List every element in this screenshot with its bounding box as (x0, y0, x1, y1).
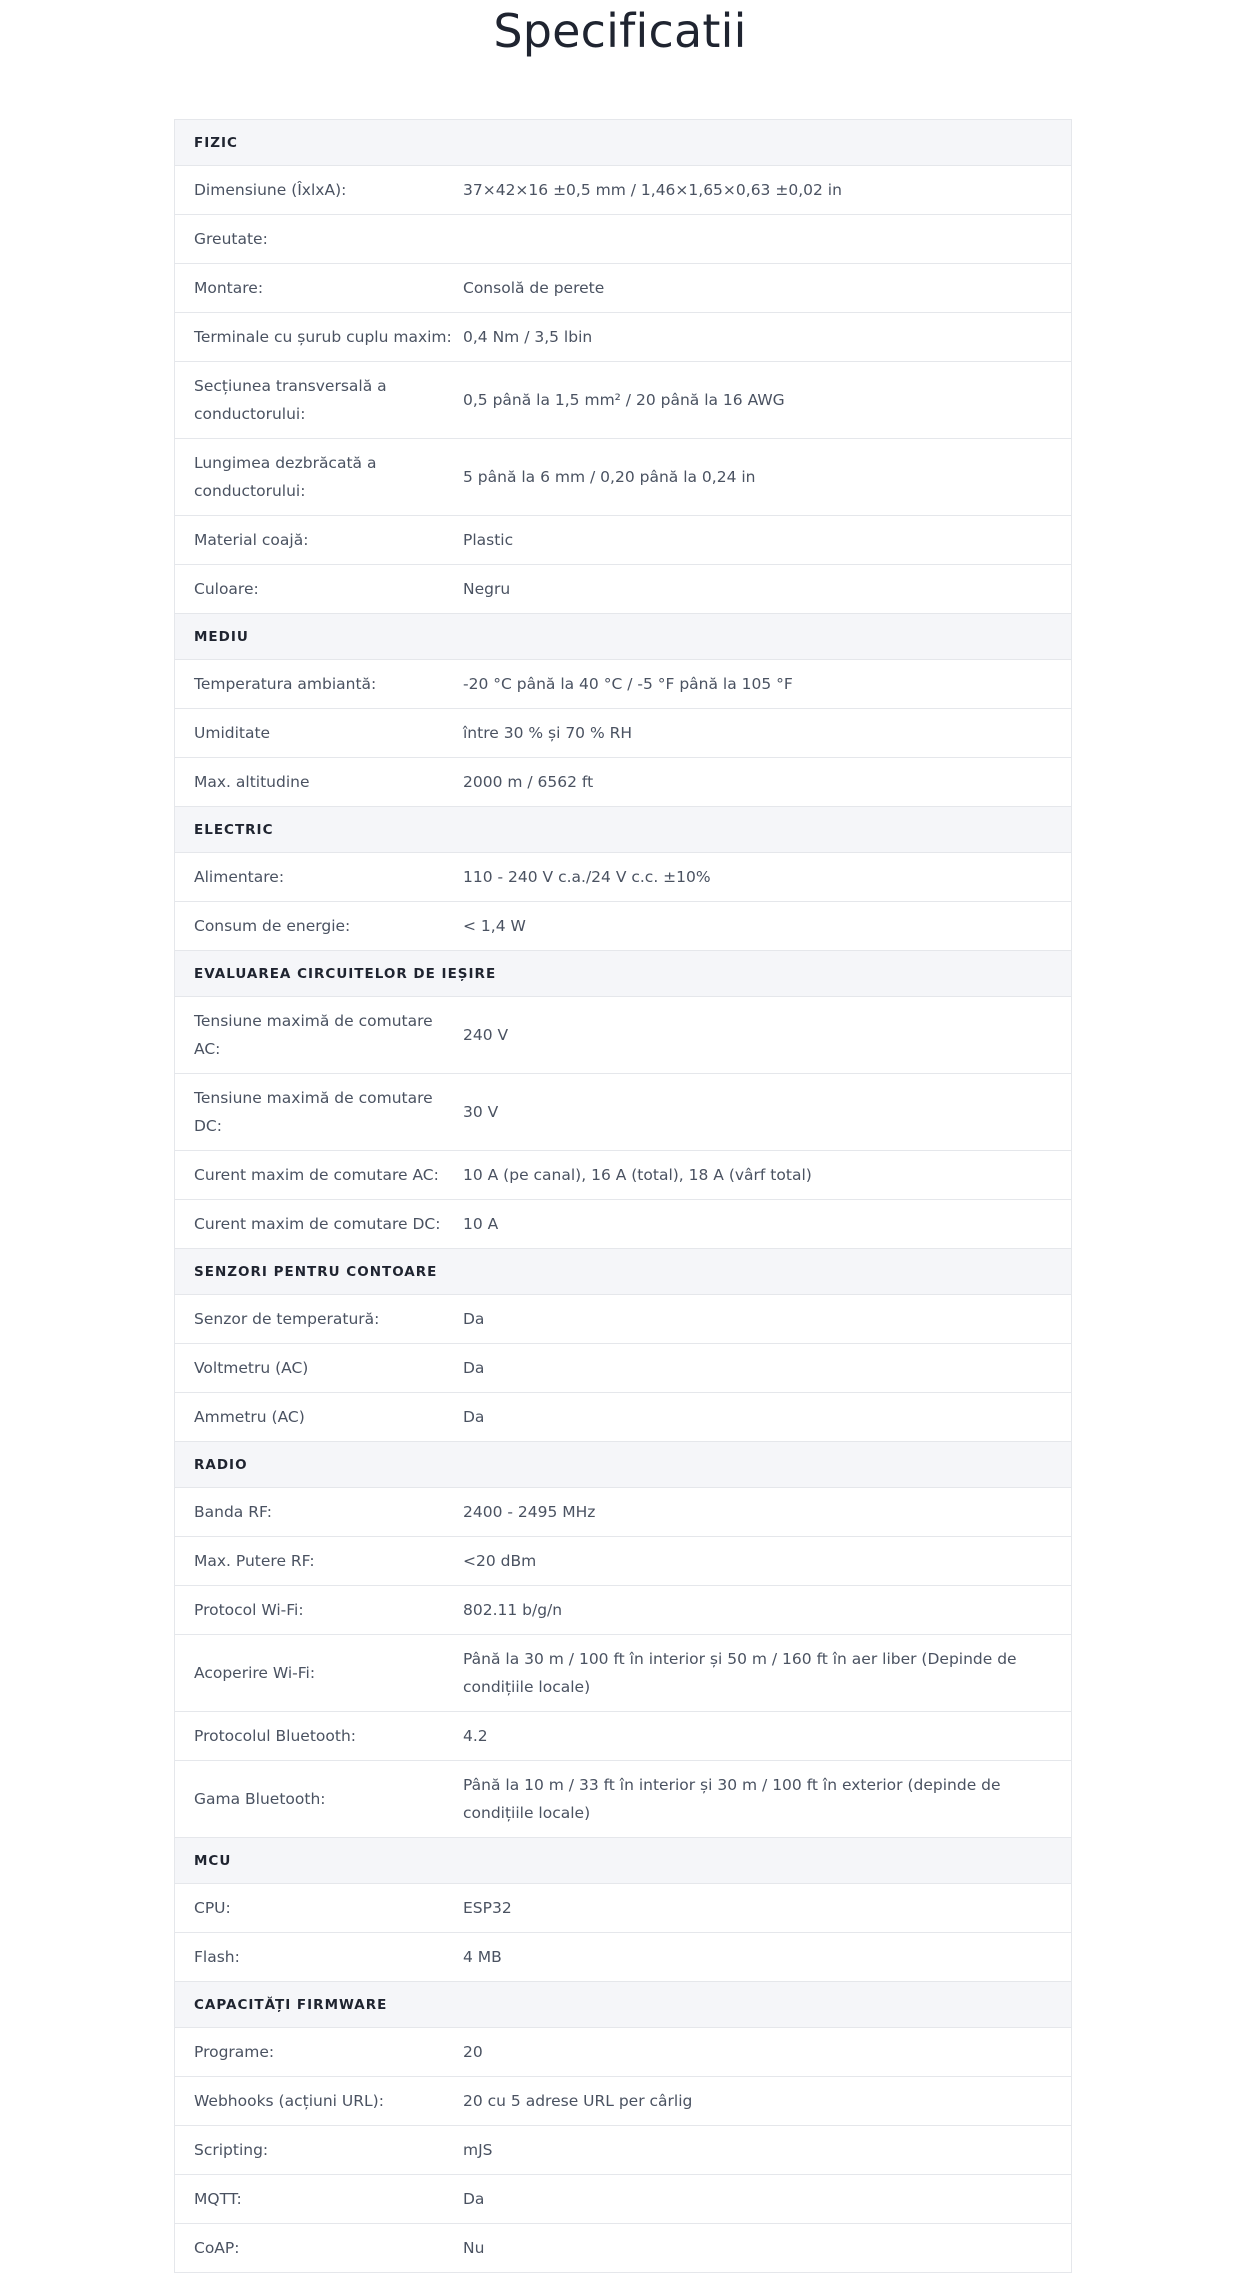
spec-row-conductor-section (175, 362, 1071, 439)
spec-label: Culoare: (194, 580, 259, 598)
spec-row-cpu (175, 1884, 1071, 1933)
spec-row-bluetooth-protocol (175, 1712, 1071, 1761)
spec-value: Până la 30 m / 100 ft în interior și 50 m / 160 ft în aer liber (Depinde de condițiile locale) (463, 1650, 1017, 1696)
spec-value: 0,5 până la 1,5 mm² / 20 până la 16 AWG (463, 391, 785, 409)
spec-row-ammeter (175, 1393, 1071, 1442)
spec-value: 10 A (463, 1215, 499, 1233)
section-meter-sensors (175, 1249, 1071, 1442)
section-header: EVALUAREA CIRCUITELOR DE IEȘIRE (175, 951, 1071, 997)
spec-value: Consolă de perete (463, 279, 605, 297)
spec-label: Protocolul Bluetooth: (194, 1727, 356, 1745)
section-header: MCU (175, 1838, 1071, 1884)
spec-value: 240 V (463, 1026, 509, 1044)
spec-value: Da (463, 1359, 485, 1377)
spec-value: < 1,4 W (463, 917, 526, 935)
spec-label: Greutate: (194, 230, 268, 248)
spec-label: Webhooks (acțiuni URL): (194, 2092, 384, 2110)
spec-label: Dimensiune (ÎxlxA): (194, 181, 347, 199)
spec-row-humidity (175, 709, 1071, 758)
spec-row-webhooks (175, 2077, 1071, 2126)
spec-row-max-dc-current (175, 1200, 1071, 1249)
spec-row-power-supply (175, 853, 1071, 902)
spec-row-wifi-protocol (175, 1586, 1071, 1635)
spec-value: 4.2 (463, 1727, 488, 1745)
spec-row-max-ac-current (175, 1151, 1071, 1200)
spec-value: 4 MB (463, 1948, 502, 1966)
spec-label: Programe: (194, 2043, 275, 2061)
spec-row-strip-length (175, 439, 1071, 516)
spec-value: 37×42×16 ±0,5 mm / 1,46×1,65×0,63 ±0,02 in (463, 181, 842, 199)
spec-label: Curent maxim de comutare DC: (194, 1215, 441, 1233)
spec-label: Voltmetru (AC) (194, 1359, 309, 1377)
spec-label: Acoperire Wi-Fi: (194, 1664, 316, 1682)
section-header: SENZORI PENTRU CONTOARE (175, 1249, 1071, 1295)
spec-row-mounting (175, 264, 1071, 313)
spec-label: Ammetru (AC) (194, 1408, 305, 1426)
spec-row-temperature-sensor (175, 1295, 1071, 1344)
spec-row-power-consumption (175, 902, 1071, 951)
spec-row-rf-band (175, 1488, 1071, 1537)
spec-value: Până la 10 m / 33 ft în interior și 30 m / 100 ft în exterior (depinde de condițiile locale) (463, 1776, 1001, 1822)
specifications-table (174, 119, 1072, 2273)
spec-row-ambient-temperature (175, 660, 1071, 709)
spec-row-shell-material (175, 516, 1071, 565)
spec-value: 0,4 Nm / 3,5 lbin (463, 328, 593, 346)
spec-row-bluetooth-range (175, 1761, 1071, 1838)
spec-label: MQTT: (194, 2190, 242, 2208)
spec-value: 20 (463, 2043, 483, 2061)
spec-row-schedules (175, 2028, 1071, 2077)
section-electric (175, 807, 1071, 951)
spec-label: CPU: (194, 1899, 231, 1917)
spec-value: Da (463, 1310, 485, 1328)
section-header: RADIO (175, 1442, 1071, 1488)
spec-value: Plastic (463, 531, 514, 549)
spec-value: între 30 % și 70 % RH (463, 724, 633, 742)
spec-value (463, 215, 1071, 263)
spec-label: Tensiune maximă de comutare AC: (194, 1012, 433, 1058)
spec-label: Banda RF: (194, 1503, 272, 1521)
spec-row-screw-torque (175, 313, 1071, 362)
spec-value: 2000 m / 6562 ft (463, 773, 594, 791)
spec-row-dimensions (175, 166, 1071, 215)
spec-value: 802.11 b/g/n (463, 1601, 563, 1619)
spec-value: Da (463, 2190, 485, 2208)
spec-label: Flash: (194, 1948, 240, 1966)
spec-value: Nu (463, 2239, 485, 2257)
spec-row-max-ac-voltage (175, 997, 1071, 1074)
spec-label: Max. Putere RF: (194, 1552, 315, 1570)
spec-label: Consum de energie: (194, 917, 351, 935)
section-radio (175, 1442, 1071, 1838)
spec-value: ESP32 (463, 1899, 512, 1917)
spec-row-rf-power (175, 1537, 1071, 1586)
spec-value: 5 până la 6 mm / 0,20 până la 0,24 in (463, 468, 756, 486)
spec-value: 110 - 240 V c.a./24 V c.c. ±10% (463, 868, 711, 886)
spec-label: Tensiune maximă de comutare DC: (194, 1089, 433, 1135)
spec-value: -20 °C până la 40 °C / -5 °F până la 105 °F (463, 675, 793, 693)
section-header: CAPACITĂȚI FIRMWARE (175, 1982, 1071, 2028)
spec-value: Negru (463, 580, 511, 598)
spec-row-wifi-range (175, 1635, 1071, 1712)
spec-value: mJS (463, 2141, 493, 2159)
spec-label: Temperatura ambiantă: (194, 675, 377, 693)
spec-label: Lungimea dezbrăcată a conductorului: (194, 454, 377, 500)
page-title: Specificatii (493, 4, 747, 58)
spec-row-altitude (175, 758, 1071, 807)
spec-row-mqtt (175, 2175, 1071, 2224)
spec-label: Material coajă: (194, 531, 309, 549)
section-output-circuits (175, 951, 1071, 1249)
spec-row-scripting (175, 2126, 1071, 2175)
section-header: ELECTRIC (175, 807, 1071, 853)
spec-row-flash (175, 1933, 1071, 1982)
spec-label: Gama Bluetooth: (194, 1790, 326, 1808)
section-firmware (175, 1982, 1071, 2273)
spec-label: Terminale cu șurub cuplu maxim: (194, 328, 452, 346)
spec-label: Scripting: (194, 2141, 269, 2159)
spec-value: 10 A (pe canal), 16 A (total), 18 A (vârf total) (463, 1166, 812, 1184)
spec-value: 30 V (463, 1103, 499, 1121)
section-environment (175, 614, 1071, 807)
spec-label: Senzor de temperatură: (194, 1310, 380, 1328)
section-physical (175, 120, 1071, 614)
spec-row-max-dc-voltage (175, 1074, 1071, 1151)
spec-row-weight (175, 215, 1071, 264)
spec-label: Montare: (194, 279, 264, 297)
spec-label: Alimentare: (194, 868, 285, 886)
spec-label: Umiditate (194, 724, 271, 742)
section-mcu (175, 1838, 1071, 1982)
spec-label: Curent maxim de comutare AC: (194, 1166, 439, 1184)
section-header: MEDIU (175, 614, 1071, 660)
spec-row-color (175, 565, 1071, 614)
spec-row-coap (175, 2224, 1071, 2273)
spec-value: <20 dBm (463, 1552, 537, 1570)
spec-label: Secțiunea transversală a conductorului: (194, 377, 387, 423)
spec-value: Da (463, 1408, 485, 1426)
spec-row-voltmeter (175, 1344, 1071, 1393)
spec-value: 2400 - 2495 MHz (463, 1503, 596, 1521)
spec-label: Max. altitudine (194, 773, 310, 791)
spec-label: CoAP: (194, 2239, 240, 2257)
section-header: FIZIC (175, 120, 1071, 166)
spec-value: 20 cu 5 adrese URL per cârlig (463, 2092, 693, 2110)
spec-label: Protocol Wi-Fi: (194, 1601, 304, 1619)
